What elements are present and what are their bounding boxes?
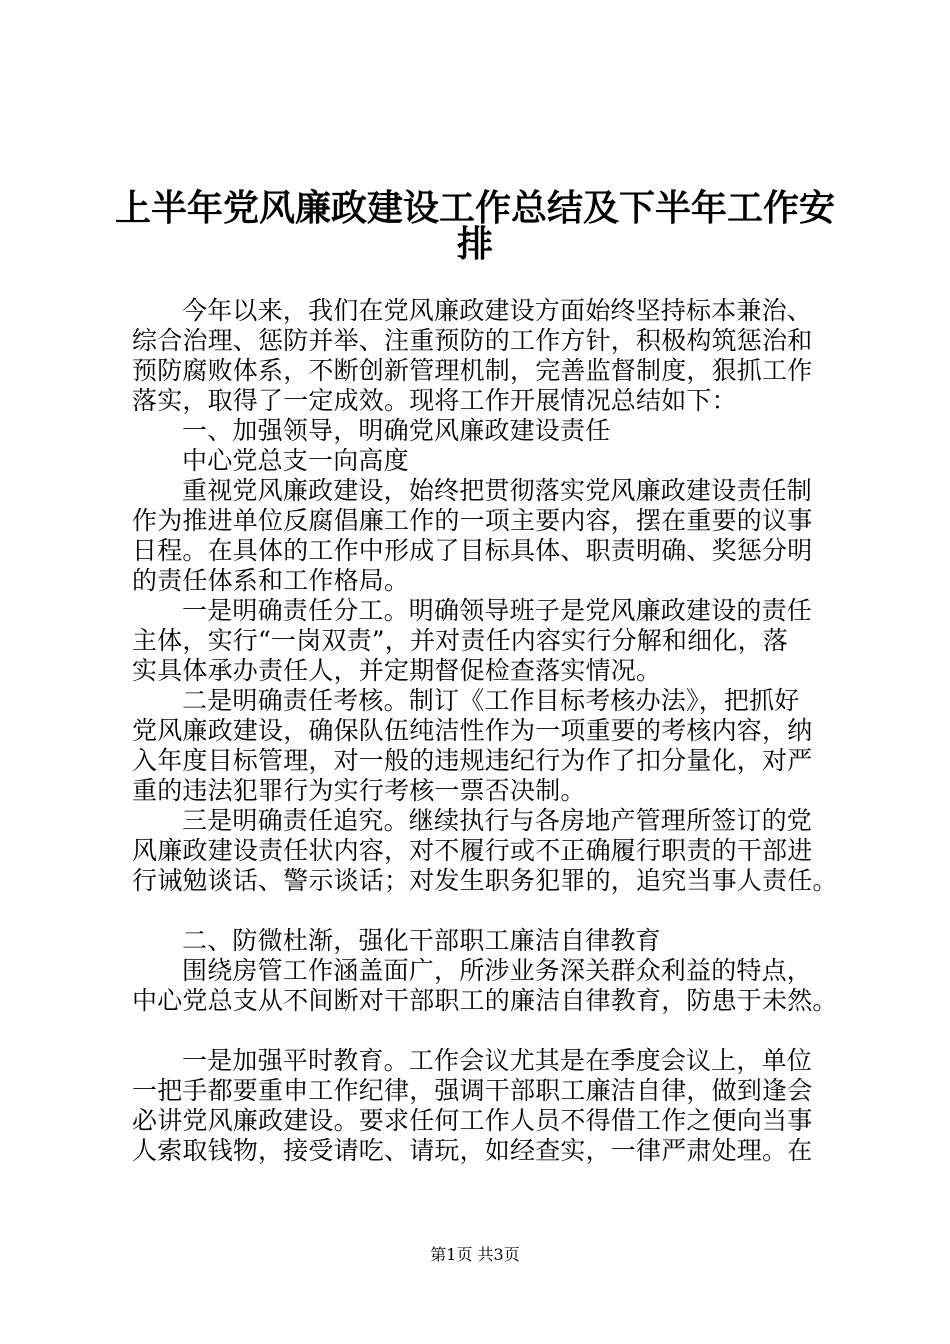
- body-line: 的责任体系和工作格局。: [132, 566, 410, 595]
- body-line: 中心党总支一向高度: [182, 446, 409, 475]
- body-line: 一把手都要重申工作纪律，强调干部职工廉洁自律，做到逢会: [132, 1076, 813, 1105]
- body-line: 重视党风廉政建设，始终把贯彻落实党风廉政建设责任制: [182, 476, 813, 505]
- blank-line: [132, 1016, 852, 1046]
- document-title-line-2: 排: [456, 224, 493, 265]
- body-line: 围绕房管工作涵盖面广，所涉业务深关群众利益的特点，: [182, 956, 813, 985]
- blank-line: [132, 896, 852, 926]
- body-line: 中心党总支从不间断对干部职工的廉洁自律教育，防患于未然。: [132, 986, 838, 1015]
- document-title-line-1: 上半年党风廉政建设工作总结及下半年工作安: [114, 188, 835, 229]
- document-body: [132, 296, 852, 1166]
- body-line: 三是明确责任追究。继续执行与各房地产管理所签订的党: [182, 806, 813, 835]
- body-line: 二是明确责任考核。制订《工作目标考核办法》，把抓好: [182, 686, 800, 715]
- body-line: 行诫勉谈话、警示谈话；对发生职务犯罪的，追究当事人责任。: [132, 866, 838, 895]
- body-line: 今年以来，我们在党风廉政建设方面始终坚持标本兼治、: [182, 296, 813, 325]
- body-line: 入年度目标管理，对一般的违规违纪行为作了扣分量化，对严: [132, 746, 813, 775]
- body-line: 二、防微杜渐，强化干部职工廉洁自律教育: [182, 926, 661, 955]
- body-line: 重的违法犯罪行为实行考核一票否决制。: [132, 776, 586, 805]
- body-line: 落实，取得了一定成效。现将工作开展情况总结如下：: [132, 386, 737, 415]
- body-line: 风廉政建设责任状内容，对不履行或不正确履行职责的干部进: [132, 836, 813, 865]
- body-line: 必讲党风廉政建设。要求任何工作人员不得借工作之便向当事: [132, 1106, 813, 1135]
- body-line: 党风廉政建设，确保队伍纯洁性作为一项重要的考核内容，纳: [132, 716, 813, 745]
- body-line: 一是明确责任分工。明确领导班子是党风廉政建设的责任: [182, 596, 813, 625]
- body-line: 日程。在具体的工作中形成了目标具体、职责明确、奖惩分明: [132, 536, 813, 565]
- body-line: 综合治理、惩防并举、注重预防的工作方针，积极构筑惩治和: [132, 326, 813, 355]
- body-line: 一是加强平时教育。工作会议尤其是在季度会议上，单位: [182, 1046, 813, 1075]
- body-line: 一、加强领导，明确党风廉政建设责任: [182, 416, 611, 445]
- body-line: 实具体承办责任人，并定期督促检查落实情况。: [132, 656, 662, 685]
- body-line: 预防腐败体系，不断创新管理机制，完善监督制度，狠抓工作: [132, 356, 813, 385]
- page-footer: 第1页 共3页: [430, 1245, 520, 1264]
- body-line: 主体，实行“一岗双责”，并对责任内容实行分解和细化，落: [132, 626, 788, 655]
- body-line: 人索取钱物，接受请吃、请玩，如经查实，一律严肃处理。在: [132, 1136, 813, 1165]
- body-line: 作为推进单位反腐倡廉工作的一项主要内容，摆在重要的议事: [132, 506, 813, 535]
